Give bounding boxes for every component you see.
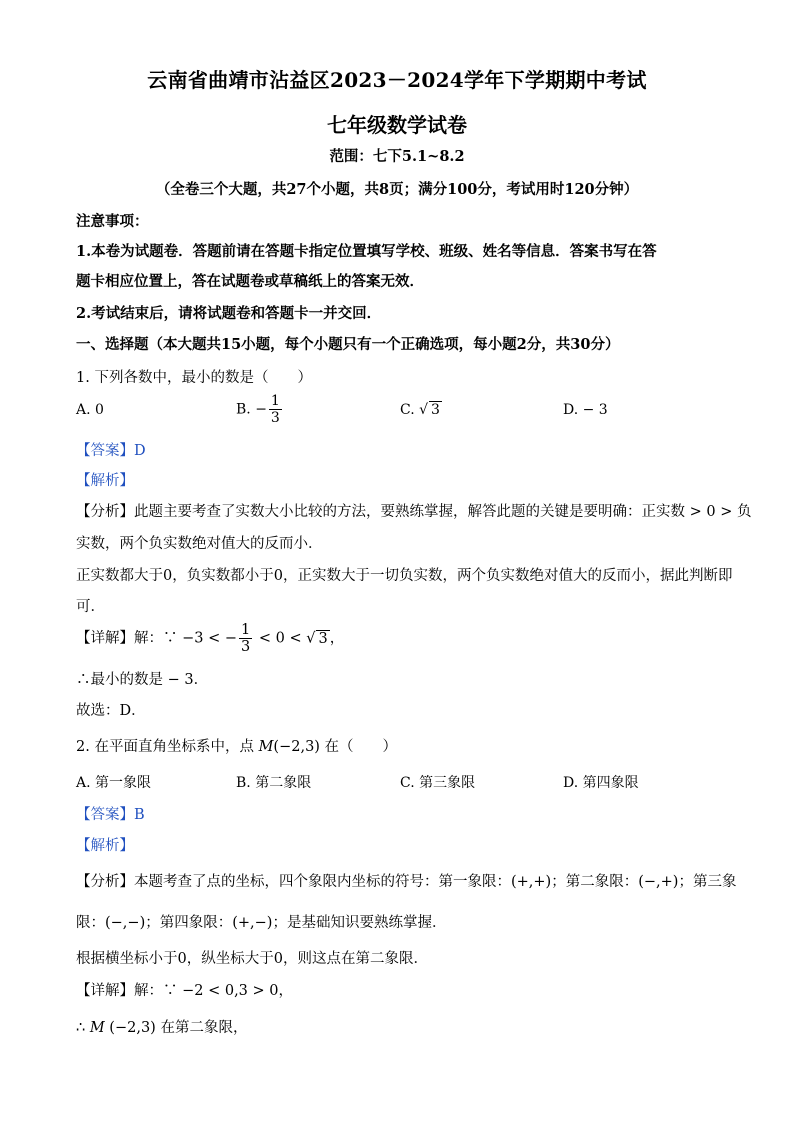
q2-option-a: A. 第一象限: [76, 775, 152, 791]
q1-rule-cont: 可．: [76, 599, 105, 615]
section-1-heading: 一、选择题（本大题共15小题，每个小题只有一个正确选项，每小题2分，共30分）: [76, 336, 620, 353]
notes-heading: 注意事项：: [76, 213, 149, 230]
q2-option-c: C. 第三象限: [400, 775, 476, 791]
q1-option-b: B. − $\frac{1}{3}$: [236, 393, 280, 426]
q1-detail: 【详解】解：∵ −3 < − $\frac{1}{3}$ < 0 < √ 3 ，: [76, 622, 345, 655]
exam-scope: 范围：七下5.1~8.2: [329, 148, 465, 165]
q1-option-b-numerator: 1: [270, 393, 280, 409]
q2-fenxi: 【分析】本题考查了点的坐标，四个象限内坐标的符号：第一象限：(+,+)；第二象限：(−,+)；第三象: [76, 874, 737, 890]
q1-option-d: D. − 3: [563, 402, 608, 418]
q2-stem: 2. 在平面直角坐标系中，点 M(−2,3) 在（ ）: [76, 739, 398, 755]
q1-option-c-radicand: 3: [431, 402, 440, 418]
notes-item-2: 2.考试结束后，请将试题卷和答题卡一并交回．: [76, 305, 382, 322]
q2-conclusion: ∴ M (−2,3) 在第二象限，: [76, 1020, 248, 1036]
q1-fenxi-cont: 实数，两个负实数绝对值大的反而小．: [76, 536, 323, 552]
q2-fenxi-cont: 限：(−,−)；第四象限：(+,−)；是基础知识要熟练掌握．: [76, 915, 447, 931]
q2-rule: 根据横坐标小于0，纵坐标大于0，则这点在第二象限．: [76, 951, 428, 967]
q1-analysis-label: 【解析】: [76, 473, 134, 489]
notes-item-1-cont: 题卡相应位置上，答在试题卷或草稿纸上的答案无效．: [76, 273, 424, 290]
q1-fenxi: 【分析】此题主要考查了实数大小比较的方法，要熟练掌握，解答此题的关键是要明确：正实数 > 0 > 负: [76, 504, 752, 520]
exam-info: （全卷三个大题，共27个小题，共8页；满分100分，考试用时120分钟）: [155, 181, 639, 198]
exam-subtitle: 七年级数学试卷: [327, 113, 467, 137]
exam-title: 云南省曲靖市沾益区2023－2024学年下学期期中考试: [147, 68, 647, 92]
q2-detail: 【详解】解：∵ −2 < 0,3 > 0，: [76, 983, 294, 999]
q1-stem: 1. 下列各数中，最小的数是（ ）: [76, 370, 312, 386]
q2-option-b: B. 第二象限: [236, 775, 312, 791]
q1-conclusion: ∴最小的数是 − 3．: [76, 672, 209, 688]
q1-rule: 正实数都大于0，负实数都小于0，正实数大于一切负实数，两个负实数绝对值大的反而小，据此判断即: [76, 568, 733, 584]
q1-option-c: C. √ 3: [400, 402, 440, 418]
q1-answer: 【答案】D: [76, 443, 146, 459]
q1-option-a: A. 0: [76, 402, 104, 418]
q1-option-b-denominator: 3: [270, 410, 280, 426]
q2-analysis-label: 【解析】: [76, 838, 134, 854]
q1-choose: 故选：D．: [76, 703, 146, 719]
notes-item-1: 1.本卷为试题卷．答题前请在答题卡指定位置填写学校、班级、姓名等信息．答案书写在答: [76, 243, 657, 260]
q2-option-d: D. 第四象限: [563, 775, 639, 791]
q2-answer: 【答案】B: [76, 807, 145, 823]
